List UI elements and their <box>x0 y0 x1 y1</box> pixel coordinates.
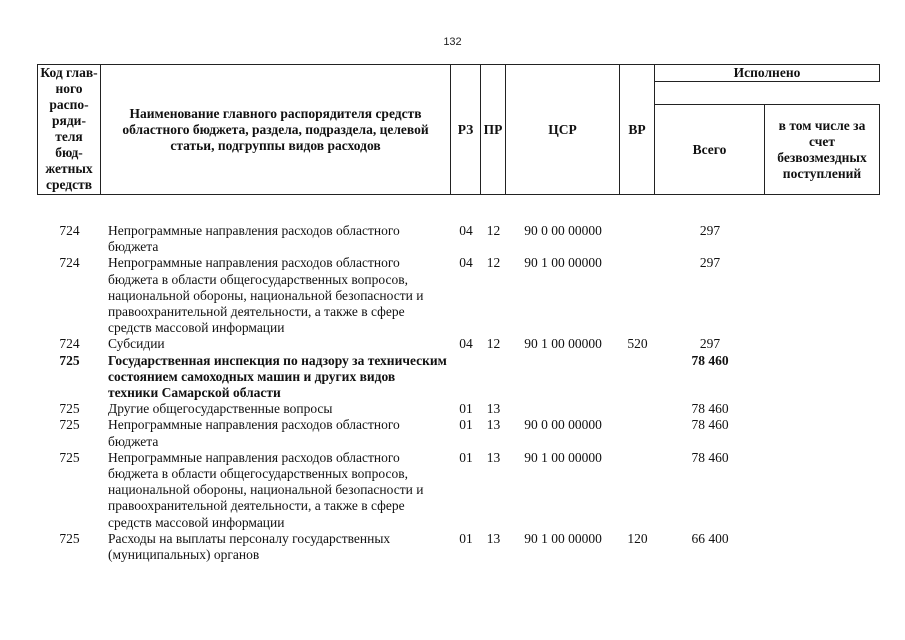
cell-vr <box>620 255 655 336</box>
cell-total: 78 460 <box>691 401 729 417</box>
cell-name: Непрограммные направления расходов областного бюджета в области общегосударственных вопросов, национальной обороны, национальной безопасности и правоохранительной деятельности, а также в сфере средств массовой информации <box>108 449 424 530</box>
cell-pr: 13 <box>486 449 501 465</box>
cell-rz <box>451 353 481 402</box>
table-row <box>38 417 880 449</box>
table-body <box>38 223 880 563</box>
table-row <box>38 450 880 531</box>
cell-gratuitous <box>765 255 880 336</box>
cell-name: Непрограммные направления расходов областного бюджета <box>108 417 400 449</box>
table-row <box>38 223 880 255</box>
cell-total: 297 <box>699 255 721 271</box>
cell-total: 297 <box>699 223 721 238</box>
cell-vr <box>620 223 655 255</box>
cell-name: Субсидии <box>108 336 165 352</box>
cell-rz: 04 <box>459 336 473 352</box>
cell-csr: 90 0 00 00000 <box>524 417 602 433</box>
cell-total: 78 460 <box>691 449 729 465</box>
cell-gratuitous <box>765 353 880 402</box>
cell-pr: 13 <box>486 401 501 417</box>
header-pr: ПР <box>480 64 506 195</box>
cell-vr <box>620 401 655 417</box>
table-row <box>38 255 880 336</box>
cell-gratuitous <box>765 336 880 352</box>
cell-name: Расходы на выплаты персоналу государственных (муниципальных) органов <box>108 530 391 563</box>
cell-name: Непрограммные направления расходов областного бюджета в области общегосударственных вопросов, национальной обороны, национальной безопасности и правоохранительной деятельности, а также в сфере средств массовой информации <box>108 255 424 336</box>
cell-pr: 13 <box>486 417 501 433</box>
cell-csr: 90 1 00 00000 <box>524 530 602 546</box>
header-code: Код глав-ного распо-ряди-теля бюд-жетных средств <box>37 64 101 195</box>
header-rz: РЗ <box>450 64 481 195</box>
cell-code: 725 <box>59 352 80 368</box>
cell-csr: 90 1 00 00000 <box>524 449 602 465</box>
cell-gratuitous <box>765 401 880 417</box>
cell-name: Государственная инспекция по надзору за техническим состоянием самоходных машин и других видов техники Самарской области <box>108 352 447 401</box>
cell-code: 725 <box>59 530 80 546</box>
cell-name: Непрограммные направления расходов областного бюджета <box>108 223 400 255</box>
cell-csr: 90 1 00 00000 <box>524 336 602 352</box>
cell-total: 78 460 <box>691 352 729 368</box>
cell-csr <box>506 401 620 417</box>
cell-code: 724 <box>59 336 80 352</box>
header-total: Всего <box>654 104 765 195</box>
cell-pr: 12 <box>486 255 501 271</box>
cell-csr: 90 0 00 00000 <box>524 223 602 238</box>
page-number: 132 <box>443 36 462 48</box>
cell-rz: 01 <box>459 401 473 417</box>
cell-vr: 120 <box>627 530 648 546</box>
cell-total: 297 <box>699 336 721 352</box>
cell-rz: 01 <box>459 530 473 546</box>
cell-vr: 520 <box>627 336 648 352</box>
table-row <box>38 336 880 352</box>
cell-rz: 04 <box>459 223 473 238</box>
cell-csr <box>506 353 620 402</box>
header-executed: Исполнено <box>654 64 880 82</box>
cell-code: 725 <box>59 417 80 433</box>
header-csr: ЦСР <box>505 64 620 195</box>
cell-gratuitous <box>765 223 880 255</box>
header-gratuitous: в том числе за счет безвозмездных поступлений <box>764 104 880 195</box>
cell-rz: 01 <box>459 449 473 465</box>
cell-pr <box>481 353 506 402</box>
cell-code: 725 <box>59 401 80 417</box>
cell-gratuitous <box>765 531 880 563</box>
cell-rz: 04 <box>459 255 473 271</box>
cell-rz: 01 <box>459 417 473 433</box>
cell-total: 78 460 <box>691 417 729 433</box>
cell-name: Другие общегосударственные вопросы <box>108 401 333 417</box>
header-vr: ВР <box>619 64 655 195</box>
cell-total: 66 400 <box>691 530 729 546</box>
cell-code: 724 <box>59 255 80 271</box>
cell-vr <box>620 417 655 449</box>
table-row <box>38 401 880 417</box>
table-header <box>38 65 880 195</box>
cell-pr: 13 <box>486 530 501 546</box>
cell-gratuitous <box>765 417 880 449</box>
table-row <box>38 531 880 563</box>
cell-code: 724 <box>59 223 80 238</box>
header-name: Наименование главного распорядителя средств областного бюджета, раздела, подраздела, целевой статьи, подгруппы видов расходов <box>100 64 451 195</box>
cell-vr <box>620 450 655 531</box>
table-row <box>38 353 880 402</box>
cell-pr: 12 <box>486 223 501 238</box>
cell-code: 725 <box>59 449 80 465</box>
cell-pr: 12 <box>486 336 501 352</box>
cell-vr <box>620 353 655 402</box>
cell-gratuitous <box>765 450 880 531</box>
cell-csr: 90 1 00 00000 <box>524 255 602 271</box>
